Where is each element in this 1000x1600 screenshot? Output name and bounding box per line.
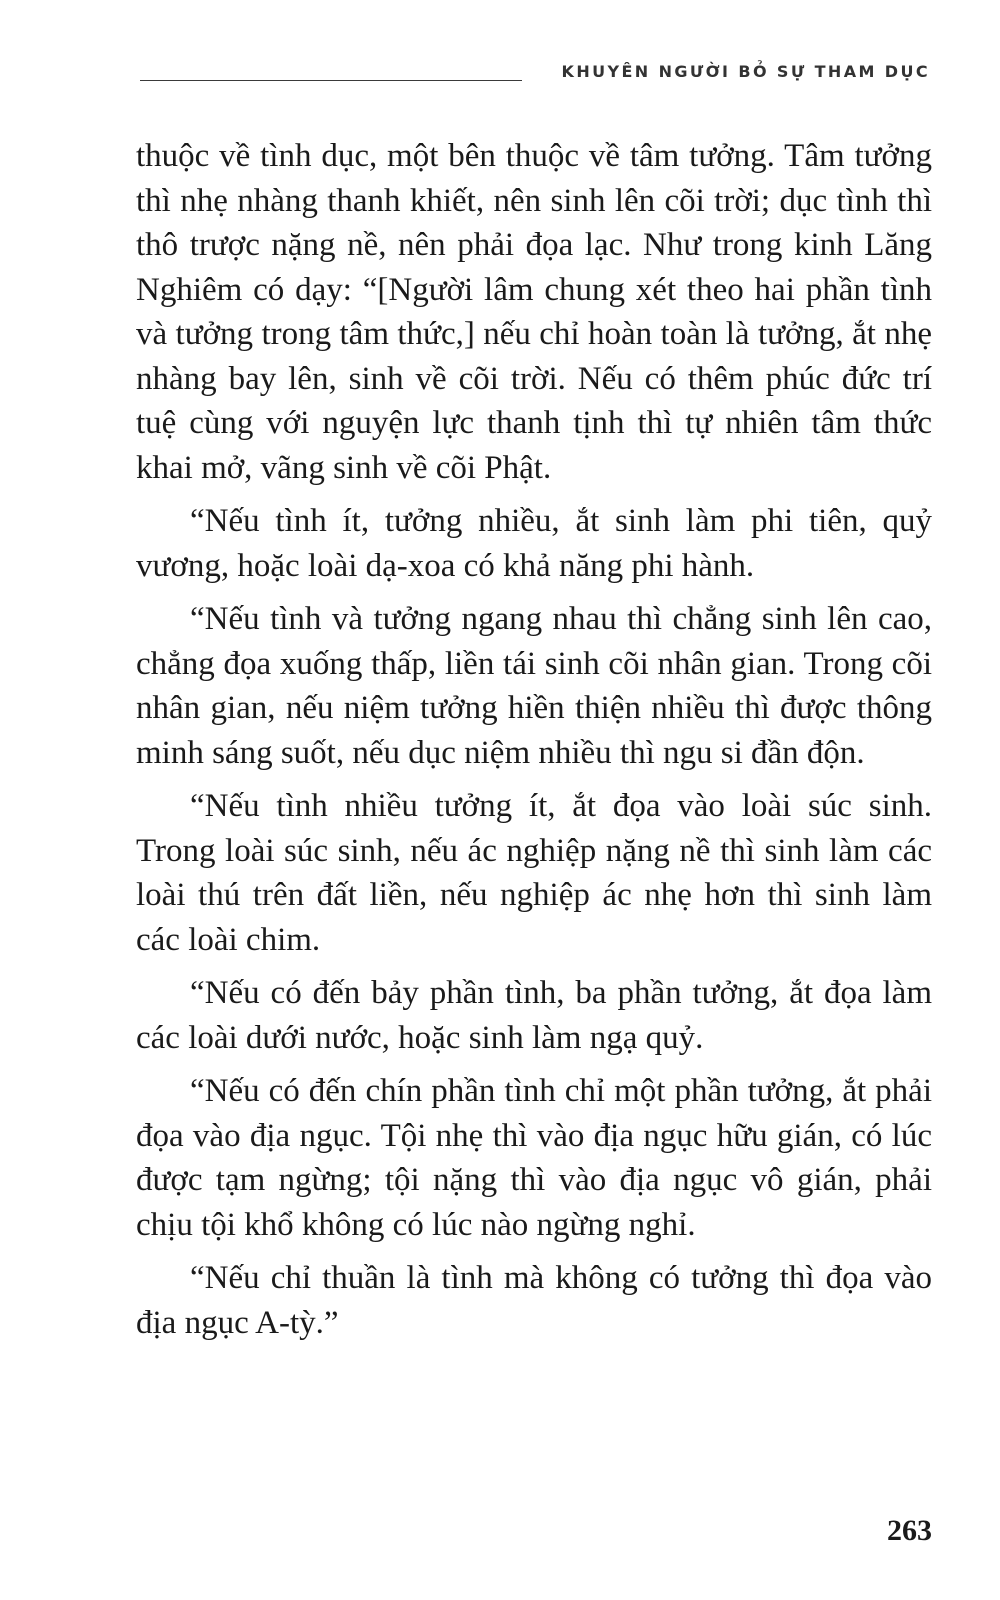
paragraph: “Nếu có đến bảy phần tình, ba phần tưởng, ắt đọa làm các loài dưới nước, hoặc sinh làm ngạ quỷ. [136,975,932,1056]
paragraph: “Nếu tình và tưởng ngang nhau thì chẳng sinh lên cao, chẳng đọa xuống thấp, liền tái sinh cõi nhân gian. Trong cõi nhân gian, nếu niệm tưởng hiền thiện nhiều thì được thông minh sáng suốt, nếu dục niệm nhiều thì ngu si đần độn. [136,601,932,771]
paragraph: “Nếu có đến chín phần tình chỉ một phần tưởng, ắt phải đọa vào địa ngục. Tội nhẹ thì vào địa ngục hữu gián, có lúc được tạm ngừng; tội nặng thì vào địa ngục vô gián, phải chịu tội khổ không có lúc nào ngừng nghỉ. [136,1073,932,1243]
header-rule [140,80,522,81]
running-title: KHUYÊN NGƯỜI BỎ SỰ THAM DỤC [561,62,930,81]
paragraph: “Nếu chỉ thuần là tình mà không có tưởng thì đọa vào địa ngục A-tỳ.” [136,1260,932,1341]
paragraph: “Nếu tình ít, tưởng nhiều, ắt sinh làm phi tiên, quỷ vương, hoặc loài dạ-xoa có khả năng phi hành. [136,503,932,584]
paragraph: thuộc về tình dục, một bên thuộc về tâm tưởng. Tâm tưởng thì nhẹ nhàng thanh khiết, nên sinh lên cõi trời; dục tình thì thô trược nặng nề, nên phải đọa lạc. Như trong kinh Lăng Nghiêm có dạy: “[Người lâm chung xét theo hai phần tình và tưởng trong tâm thức,] nếu chỉ hoàn toàn là tưởng, ắt nhẹ nhàng bay lên, sinh về cõi trời. Nếu có thêm phúc đức trí tuệ cùng với nguyện lực thanh tịnh thì tự nhiên tâm thức khai mở, vãng sinh về cõi Phật. [136,138,932,486]
page-body [136,134,932,1354]
page-number: 263 [887,1514,932,1547]
paragraph: “Nếu tình nhiều tưởng ít, ắt đọa vào loài súc sinh. Trong loài súc sinh, nếu ác nghiệp nặng nề thì sinh làm các loài thú trên đất liền, nếu nghiệp ác nhẹ hơn thì sinh làm các loài chim. [136,788,932,958]
running-header [140,62,930,86]
